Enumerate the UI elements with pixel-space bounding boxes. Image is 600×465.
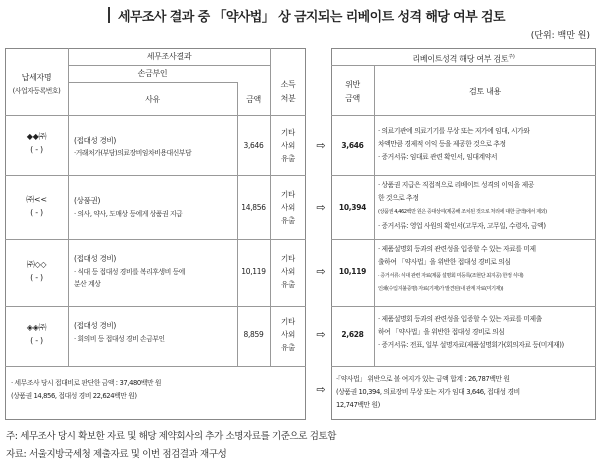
taxpayer-name: ㈜◇◇: [26, 260, 47, 269]
review-line: 인쇄(수입지불증명) 자료(기재)가 발견된(내 관계 자료(미기재)): [378, 286, 504, 292]
amount-value: 10,119: [241, 267, 266, 276]
review-line: 하여 「약사법」을 위반한 접대성 경비로 의심: [378, 328, 505, 336]
title-bar-decoration: [108, 7, 110, 23]
unit-label: (단위: 백만 원): [530, 31, 590, 41]
income-line: 사외: [281, 203, 295, 212]
reason-detail: 분산 계상: [74, 280, 101, 288]
review-line: 출하여 「약사법」을 위반한 접대성 경비로 의심: [378, 258, 511, 266]
header-review-content: 검토 내용: [469, 87, 501, 96]
review-line: · 제품설명회 등과의 관련성을 입증할 수 있는 자료를 미제: [378, 245, 536, 253]
review-line: · 증거서류: 식대 관련 자료(제품 설명회 미등록(조현단 최지공) 한정 식대): [378, 273, 524, 279]
header-rebate-review-note: 주): [508, 54, 515, 60]
income-line: 사외: [281, 141, 295, 150]
taxpayer-id: ( - ): [30, 336, 43, 345]
header-loss-denial: 손금부인: [137, 69, 168, 78]
reason-detail: ·거래처가(부담)의료장비임차비용대신부담: [74, 149, 192, 157]
violation-amount: 10,394: [338, 203, 367, 212]
amount-value: 14,856: [241, 203, 266, 212]
review-line: · 증거서류: 전표, 일부 설명자료(제품설명회가(회의자료 등(미게재)): [378, 341, 564, 349]
arrow-icon: ⇨: [316, 265, 326, 278]
review-line: 차액만큼 경제적 이익 등을 제공한 것으로 추정: [378, 140, 506, 148]
reason-detail: · 의사, 약사, 도매상 등에게 상품권 지급: [74, 210, 183, 218]
arrow-icon: ⇨: [316, 383, 326, 396]
header-reason: 사유: [145, 95, 160, 104]
review-line: · 증거서류: 임대료 관련 확인서, 임대계약서: [378, 153, 498, 161]
right-total-line: ·「약사법」 위반으로 볼 여지가 있는 금액 합계 : 26,787백만 원: [336, 375, 510, 383]
taxpayer-id: ( - ): [30, 208, 43, 217]
amount-value: 8,859: [243, 330, 264, 339]
taxpayer-id: ( - ): [30, 273, 43, 282]
arrow-icon: ⇨: [316, 328, 326, 341]
header-income-disposition: 처분: [280, 94, 296, 103]
income-line: 기타: [281, 254, 295, 263]
right-total-line: (상품권 10,394, 의료장비 무상 또는 저가 임대 3,646, 접대성 경비: [336, 388, 520, 396]
taxpayer-name: ◈◈㈜: [26, 323, 47, 332]
violation-amount: 2,628: [341, 330, 364, 339]
violation-amount: 3,646: [341, 141, 364, 150]
reason-category: (상품권): [74, 196, 101, 205]
left-total-line: · 세무조사 당시 접대비로 판단한 금액 : 37,480백만 원: [11, 379, 162, 387]
taxpayer-name: ㈜<<: [26, 195, 47, 204]
review-line: (상품권 4,462백만 원은 증대상여(제공해 조치된 것으로 처리에 대한 금액)에서 제외): [378, 209, 547, 215]
review-line: · 의료기관에 의료기기를 무상 또는 저가에 임대, 시가와: [378, 127, 530, 135]
taxpayer-id: ( - ): [30, 145, 43, 154]
income-line: 기타: [281, 317, 295, 326]
reason-category: (접대성 경비): [74, 136, 117, 145]
header-violation-amount: 금액: [345, 94, 360, 103]
right-total-line: 12,747백만 원): [336, 401, 380, 409]
document-title: 세무조사 결과 중 「약사법」 상 금지되는 리베이트 성격 해당 여부 검토: [118, 10, 505, 25]
income-line: 사외: [281, 267, 295, 276]
reason-detail: · 회의비 등 접대성 경비 손금부인: [74, 335, 165, 343]
arrow-icon: ⇨: [316, 201, 326, 214]
income-line: 사외: [281, 330, 295, 339]
income-line: 유출: [281, 343, 295, 352]
header-violation: 위반: [345, 80, 360, 89]
footnote: 주: 세무조사 당시 확보한 자료 및 해당 제약회사의 추가 소명자료를 기준으로 검토함: [6, 431, 337, 442]
income-line: 유출: [281, 154, 295, 163]
review-line: · 상품권 지급은 직접적으로 리베이트 성격의 이익을 제공: [378, 181, 534, 189]
taxpayer-name: ◆◆㈜: [26, 132, 47, 141]
reason-detail: · 식대 등 접대성 경비를 복리후생비 등에: [74, 268, 185, 276]
arrow-icon: ⇨: [316, 139, 326, 152]
violation-amount: 10,119: [338, 267, 367, 276]
income-line: 기타: [281, 190, 295, 199]
review-line: 한 것으로 추정: [378, 194, 419, 202]
review-line: · 증거서류: 영업 사원의 확인서(고무자, 고무일, 수령자, 금액): [378, 222, 546, 230]
header-rebate-review: [331, 52, 596, 65]
header-rebate-review-text: 리베이트성격 해당 여부 검토: [412, 54, 509, 64]
income-line: 유출: [281, 280, 295, 289]
header-taxpayer: 납세자명: [21, 73, 52, 82]
income-line: 유출: [281, 216, 295, 225]
left-total-line: (상품권 14,856, 접대성 경비 22,624백만 원): [11, 392, 137, 400]
reason-category: (접대성 경비): [74, 254, 117, 263]
header-taxpayer-sub: (사업자등록번호): [12, 87, 61, 95]
review-line: · 제품설명회 등과의 관련성을 입증할 수 있는 자료를 미제출: [378, 315, 542, 323]
header-income: 소득: [280, 80, 296, 89]
income-line: 기타: [281, 128, 295, 137]
reason-category: (접대성 경비): [74, 321, 117, 330]
header-tax-audit-result: 세무조사결과: [146, 52, 192, 61]
amount-value: 3,646: [243, 141, 264, 150]
source-note: 자료: 서울지방국세청 제출자료 및 이번 점검결과 재구성: [6, 449, 227, 460]
header-amount: 금액: [246, 95, 261, 104]
